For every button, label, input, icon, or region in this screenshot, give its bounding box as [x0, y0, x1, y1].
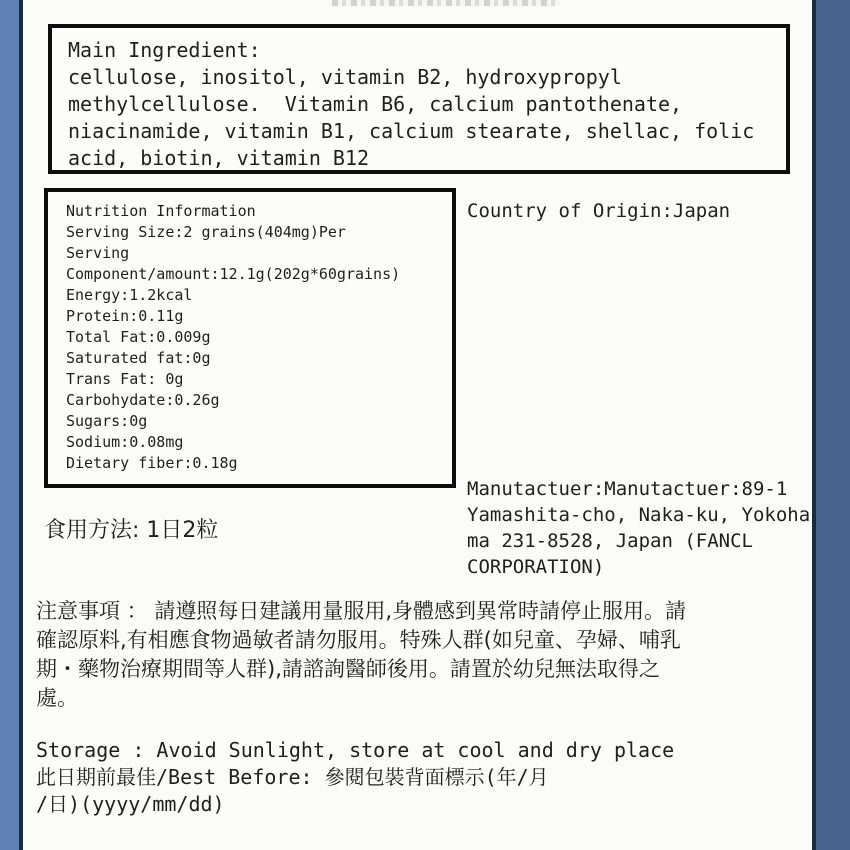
precautions-line: 注意事項 ： 請遵照每日建議用量服用,身體感到異常時請停止服用。請 — [36, 599, 687, 623]
right-frame-bar — [816, 0, 850, 850]
nutrition-serving-size-cont: Serving — [66, 244, 130, 262]
nutrition-serving-size: Serving Size:2 grains(404mg)Per — [66, 223, 346, 241]
clipped-text-remnant — [332, 0, 560, 6]
nutrition-sugars: Sugars:0g — [66, 412, 148, 430]
precautions-line: 期・藥物治療期間等人群),請諮詢醫師後用。請置於幼兒無法取得之 — [36, 657, 660, 681]
nutrition-information-box — [44, 188, 456, 488]
precautions-line: 處。 — [36, 686, 78, 710]
best-before-line: 此日期前最佳/Best Before: 參閱包裝背面標示(年/月 — [36, 765, 549, 789]
storage-line: Storage : Avoid Sunlight, store at cool and dry place — [36, 738, 675, 762]
nutrition-energy: Energy:1.2kcal — [66, 286, 193, 304]
manufacturer-address — [467, 476, 810, 580]
country-of-origin: Country of Origin:Japan — [467, 200, 731, 222]
nutrition-trans-fat: Trans Fat: 0g — [66, 370, 184, 388]
nutrition-sodium: Sodium:0.08mg — [66, 433, 184, 451]
main-ingredient-box — [48, 24, 790, 174]
nutrition-carbohydrate: Carbohydate:0.26g — [66, 391, 220, 409]
nutrition-saturated-fat: Saturated fat:0g — [66, 349, 211, 367]
main-ingredient-line: acid, biotin, vitamin B12 — [68, 146, 370, 170]
manufacturer-line: Yamashita-cho, Naka-ku, Yokoha — [467, 504, 811, 526]
left-edge-line — [19, 0, 23, 850]
nutrition-title: Nutrition Information — [66, 202, 256, 220]
best-before-format-line: /日)(yyyy/mm/dd) — [36, 792, 225, 816]
manufacturer-line: ma 231-8528, Japan (FANCL — [467, 530, 753, 552]
main-ingredient-title: Main Ingredient: — [68, 38, 261, 62]
left-frame-bar — [0, 0, 19, 850]
manufacturer-line: Manutactuer:Manutactuer:89-1 — [467, 478, 788, 500]
precautions-paragraph — [36, 597, 822, 713]
storage-instructions — [36, 737, 736, 818]
manufacturer-line: CORPORATION) — [467, 556, 605, 578]
main-ingredient-line: niacinamide, vitamin B1, calcium stearate, shellac, folic — [68, 119, 755, 143]
main-ingredient-line: cellulose, inositol, vitamin B2, hydroxypropyl — [68, 65, 622, 89]
precautions-line: 確認原料,有相應食物過敏者請勿服用。特殊人群(如兒童、孕婦、哺乳 — [36, 628, 681, 652]
nutrition-dietary-fiber: Dietary fiber:0.18g — [66, 454, 238, 472]
nutrition-total-fat: Total Fat:0.009g — [66, 328, 211, 346]
main-ingredient-line: methylcellulose. Vitamin B6, calcium pantothenate, — [68, 92, 683, 116]
nutrition-protein: Protein:0.11g — [66, 307, 184, 325]
usage-directions: 食用方法: 1日2粒 — [44, 518, 219, 543]
nutrition-component-amount: Component/amount:12.1g(202g*60grains) — [66, 265, 401, 283]
